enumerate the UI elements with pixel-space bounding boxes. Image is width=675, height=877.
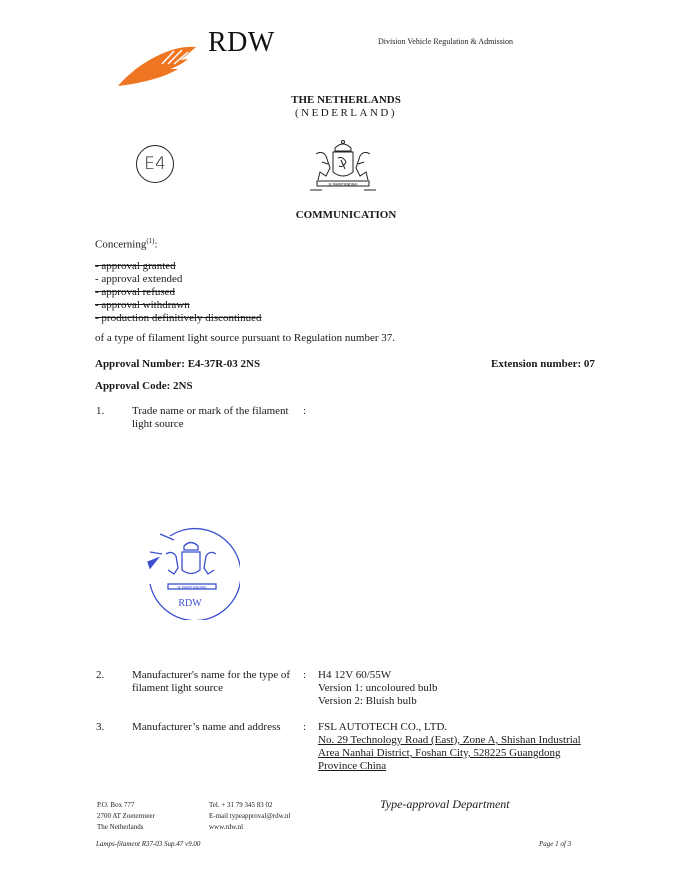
footer-phone: Tel. + 31 79 345 83 02 <box>209 801 273 809</box>
item-1-label: Trade name or mark of the filament light source <box>132 405 289 430</box>
regulation-statement: of a type of filament light source pursuant to Regulation number 37. <box>95 332 395 344</box>
division-name: Division Vehicle Regulation & Admission <box>378 37 513 46</box>
option-approval-extended: - approval extended <box>95 273 183 285</box>
document-reference: Lamps-filament R37-03 Sup.47 v9.00 <box>96 840 201 848</box>
footer-postal-address: P.O. Box 777 2700 AT Zoetermeer The Netherlands <box>97 801 155 831</box>
item-3-label: Manufacturer’s name and address <box>132 721 281 733</box>
option-approval-withdrawn: - approval withdrawn <box>95 299 190 311</box>
footer-email-link[interactable]: E-mail typeapproval@rdw.nl <box>209 812 291 820</box>
manufacturer-address-line-2: Area Nanhai District, Foshan City, 528225 Guangdong <box>318 747 561 759</box>
country-local-title: (NEDERLAND) <box>294 107 398 119</box>
option-approval-refused: - approval refused <box>95 286 176 298</box>
item-2-colon: : <box>303 669 307 681</box>
concerning-label: Concerning$^{(1)}$: <box>95 237 158 251</box>
coat-motto: JE MAINTIENDRAI <box>328 182 358 187</box>
item-2-label: Manufacturer's name for the type of filament light source <box>132 669 291 694</box>
department-name: Type-approval Department <box>380 797 510 811</box>
manufacturer-address-line-1: No. 29 Technology Road (East), Zone A, Shishan Industrial <box>318 734 581 746</box>
rdw-official-stamp-icon <box>144 524 240 620</box>
e-mark-badge: E4 <box>136 145 174 183</box>
option-production-discontinued: - production definitively discontinued <box>95 312 262 324</box>
concerning-options-list <box>95 260 262 325</box>
item-2-value: H4 12V 60/55W Version 1: uncoloured bulb Version 2: Bluish bulb <box>318 669 438 707</box>
approval-number: Approval Number: E4-37R-03 2NS <box>95 358 261 370</box>
footer-website-link[interactable]: www.rdw.nl <box>209 823 244 831</box>
item-3-value <box>318 721 581 773</box>
item-2-number: 2. <box>96 669 105 681</box>
item-1-number: 1. <box>96 405 105 417</box>
item-3-number: 3. <box>96 721 105 733</box>
rdw-feather-logo-icon <box>116 42 200 88</box>
item-1-colon: : <box>303 405 307 417</box>
footer-contact <box>209 800 290 833</box>
document-title: COMMUNICATION <box>295 209 397 221</box>
country-title: THE NETHERLANDS <box>291 94 401 106</box>
page-number: Page 1 of 3 <box>539 840 572 848</box>
option-approval-granted: - approval granted <box>95 260 176 272</box>
svg-text:JE MAINTIENDRAI: JE MAINTIENDRAI <box>177 585 207 590</box>
manufacturer-address-line-3: Province China <box>318 760 387 772</box>
logo-wordmark: RDW <box>208 27 275 58</box>
stamp-text: RDW <box>178 598 202 609</box>
approval-code: Approval Code: 2NS <box>95 380 193 392</box>
coat-of-arms-icon <box>308 138 378 192</box>
extension-number: Extension number: 07 <box>491 358 595 370</box>
manufacturer-name: FSL AUTOTECH CO., LTD. <box>318 721 448 733</box>
item-3-colon: : <box>303 721 307 733</box>
